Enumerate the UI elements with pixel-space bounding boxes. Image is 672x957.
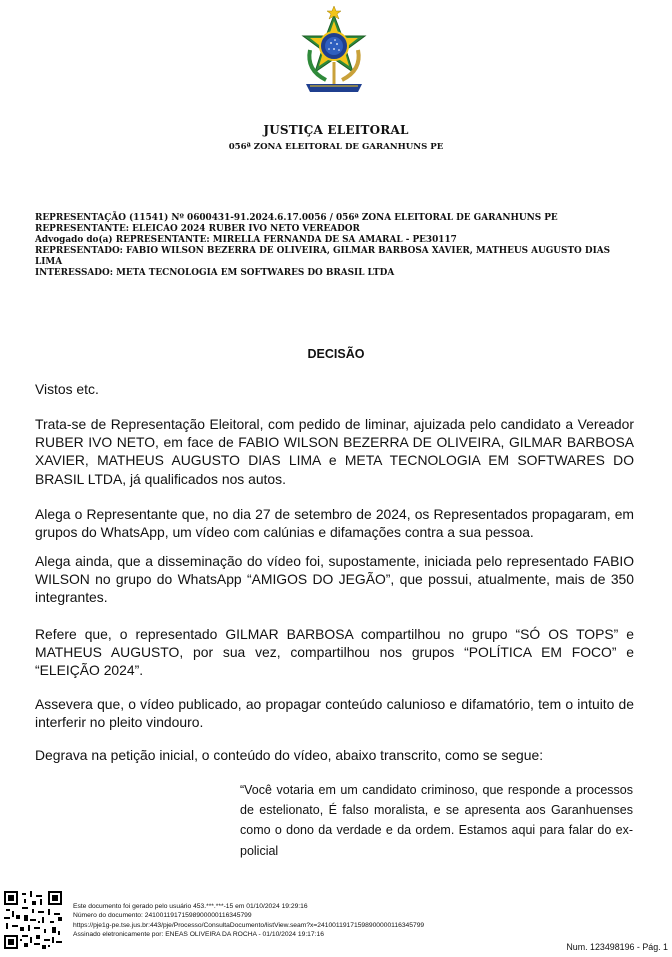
page-number: Num. 123498196 - Pág. 1 <box>566 942 668 952</box>
document-number-line: Número do documento: 24100119171598900000116345799 <box>73 912 252 920</box>
signed-by-line: Assinado eletronicamente por: ENEAS OLIVEIRA DA ROCHA - 01/10/2024 19:17:16 <box>73 931 324 939</box>
defendants-line: REPRESENTADO: FABIO WILSON BEZERRA DE OLIVEIRA, GILMAR BARBOSA XAVIER, MATHEUS AUGUSTO DIAS LIMA <box>35 245 611 267</box>
paragraph: Assevera que, o vídeo publicado, ao propagar conteúdo calunioso e difamatório, tem o intuito de interferir no pleito vindouro. <box>35 696 634 731</box>
document-url-line[interactable]: https://pje1g-pe.tse.jus.br:443/pje/Processo/ConsultaDocumento/listView.seam?x=24100119171598900000116345799 <box>73 921 425 929</box>
coat-of-arms-seal <box>300 12 368 96</box>
paragraph: Vistos etc. <box>35 381 99 397</box>
interested-party-line: INTERESSADO: META TECNOLOGIA EM SOFTWARES DO BRASIL LTDA <box>35 267 395 278</box>
plaintiff-line: REPRESENTANTE: ELEICAO 2024 RUBER IVO NETO VEREADOR <box>35 223 360 234</box>
generated-by-line: Este documento foi gerado pelo usuário 453.***.***-15 em 01/10/2024 19:29:16 <box>73 903 308 910</box>
paragraph: Alega o Representante que, no dia 27 de setembro de 2024, os Representados propagaram, em grupos do WhatsApp, um vídeo com calúnias e difamações contra a sua pessoa. <box>35 506 634 541</box>
court-name: JUSTIÇA ELEITORAL <box>263 123 409 137</box>
decision-title: DECISÃO <box>307 347 365 361</box>
paragraph: Degrava na petição inicial, o conteúdo do vídeo, abaixo transcrito, como se segue: <box>35 747 544 763</box>
electoral-zone: 056ª ZONA ELEITORAL DE GARANHUNS PE <box>228 142 444 152</box>
case-header <box>35 213 635 278</box>
paragraph: Refere que, o representado GILMAR BARBOSA compartilhou no grupo “SÓ OS TOPS” e MATHEUS AUGUSTO, por sua vez, compartilhou nos grupos “POLÍTICA EM FOCO” e “ELEIÇÃO 2024”. <box>35 626 634 679</box>
paragraph: Alega ainda, que a disseminação do vídeo foi, supostamente, iniciada pelo representado FABIO WILSON no grupo do WhatsApp “AMIGOS DO JEGÃO”, que possui, atualmente, mais de 350 integrantes. <box>35 553 634 606</box>
lawyer-line: Advogado do(a) REPRESENTANTE: MIRELLA FERNANDA DE SA AMARAL - PE30117 <box>35 234 457 245</box>
video-transcript-quote: “Você votaria em um candidato criminoso, que responde a processos de estelionato, É falso moralista, e se apresenta aos Garanhuenses como o dono da verdade e da ordem. Estamos aqui para falar do ex-policial <box>240 783 633 858</box>
qr-code-icon <box>4 891 62 949</box>
document-footer <box>73 902 424 940</box>
case-number-line: REPRESENTAÇÃO (11541) Nº 0600431-91.2024.6.17.0056 / 056ª ZONA ELEITORAL DE GARANHUNS PE <box>35 213 558 223</box>
paragraph: Trata-se de Representação Eleitoral, com pedido de liminar, ajuizada pelo candidato a Vereador RUBER IVO NETO, em face de FABIO WILSON BEZERRA DE OLIVEIRA, GILMAR BARBOSA XAVIER, MATHEUS AUGUSTO DIAS LIMA e META TECNOLOGIA EM SOFTWARES DO BRASIL LTDA, já qualificados nos autos. <box>35 416 634 487</box>
